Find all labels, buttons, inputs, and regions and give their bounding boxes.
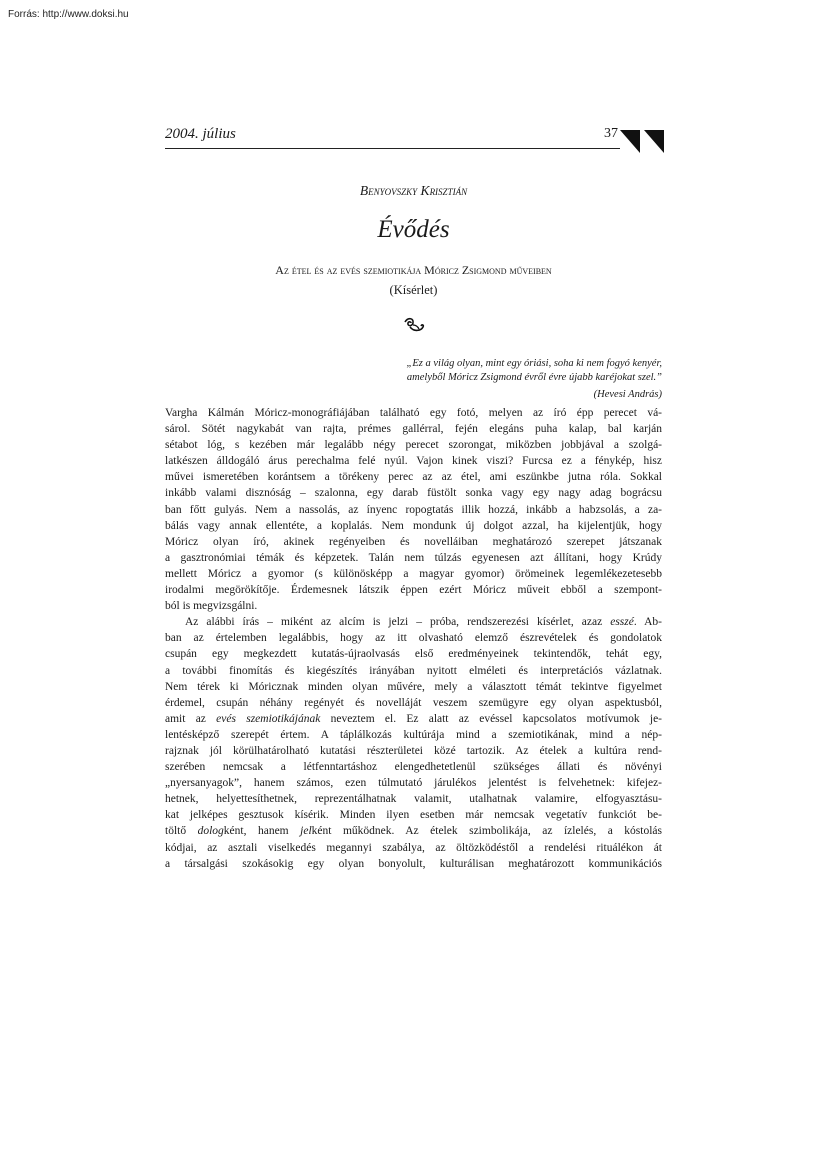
epigraph-line: „Ez a világ olyan, mint egy óriási, soha ki nem fogyó kenyér, (406, 358, 662, 369)
text-line: a további finomítás és kiegészítés irányában nyitott elméleti és interpretációs vázlatnak. (165, 664, 662, 677)
text-line: csupán egy megkezdett kutatás-újraolvasás első eredményeinek tekintendők, tehát egy, (165, 648, 662, 661)
text-line (165, 614, 662, 630)
source-watermark: Forrás: http://www.doksi.hu (8, 9, 129, 20)
text-line: latkészen álldogáló árus perechalma felé nyúl. Vajon kinek viszi? Furcsa ez a fénykép, hisz (165, 455, 662, 468)
text-line: Vargha Kálmán Móricz-monográfiájában található egy fotó, melyen az író épp perecet vá- (165, 407, 662, 419)
text-line (165, 823, 662, 839)
epigraph-line: amelyből Móricz Zsigmond évről évre újabb karéjokat szel.” (406, 371, 662, 383)
text-line: kódjai, az asztali viselkedés megannyi szabálya, az öltözködéstől a rendelési rituálékon át (165, 841, 662, 854)
text-run: töltő (165, 825, 198, 838)
text-line: Nem térek ki Móricznak minden olyan művére, mely a választott témát tekintve figyelmet (165, 680, 662, 693)
text-line: hetnek, helyettesíthetnek, reprezentálhatnak valamit, utalhatnak valamire, elfogyasztásu- (165, 793, 662, 806)
header-triangle-marks (620, 130, 664, 154)
text-line: ban az értelemben legalábbis, hogy az itt olvasható elemző észrevételek és gondolatok (165, 632, 662, 645)
text-line: Móricz olyan író, akinek regényeiben és novelláiban meghatározó szerepet játszanak (165, 535, 662, 548)
article-author (165, 183, 662, 199)
emphasis: esszé (610, 616, 634, 629)
text-run: Az alábbi írás – miként az alcím is jelzi – próba, rendszerezési kísérlet, azaz (185, 616, 611, 629)
epigraph (300, 357, 662, 402)
text-run: . Ab- (633, 616, 663, 629)
article-subtitle (165, 263, 662, 278)
emphasis: jel (300, 825, 312, 838)
text-run: neveztem el. Ez alatt az evéssel kapcsolatos motívumok je- (320, 712, 663, 725)
text-line: szerében nemcsak a létfenntartáshoz elengedhetetlenül szükséges állati és növényi (165, 761, 662, 774)
text-line: lentésképző szerepét értem. A táplálkozás kultúrája mind a szemiotikának, mind a nép- (165, 728, 662, 741)
text-line: ban főtt gulyás. Nem a nassolás, az ínyenc ropogtatás illik hozzá, inkább a habzsolás, a za- (165, 503, 662, 516)
article-subtitle-note: (Kísérlet) (389, 283, 438, 297)
header-date: 2004. július (165, 126, 236, 142)
fleuron-icon (402, 316, 426, 334)
subtitle-text: Az étel és az evés szemiotikája Móricz Zsigmond műveiben (275, 263, 552, 277)
text-line: bálás vagy annak ellentéte, a koplalás. Nem mondunk új dolgot azzal, ha kijelentjük, hogy (165, 519, 662, 532)
text-line: sárol. Sötét nagykabát van rajta, prémes gallérral, fején elegáns puha kalap, bal karján (165, 423, 662, 436)
text-line: érdemel, csupán néhány regényét és novelláját veszem szemügyre egy olyan aspektusból, (165, 696, 662, 709)
running-header (165, 126, 620, 149)
text-line: sétabot lóg, s kezében már legalább négy perecet szorongat, miközben jobbjával a szolgá- (165, 439, 662, 452)
article-title: Évődés (377, 216, 450, 243)
text-run: ként működnek. Az ételek szimbolikája, az ízlelés, a kóstolás (311, 825, 662, 838)
page-number: 37 (604, 126, 618, 141)
article-body (165, 405, 662, 872)
text-line: kat jelképes gesztusok kísérik. Minden ilyen esetben már nemcsak vegetatív funkciót be- (165, 809, 662, 822)
paragraph-2 (165, 614, 662, 872)
text-line (165, 711, 662, 727)
author-name: Benyovszky Krisztián (359, 183, 468, 198)
text-line: irodalmi megörökítője. Érdemesnek látszik éppen ezért Móricz műveit ebből a szempont- (165, 584, 662, 597)
epigraph-attribution: (Hevesi András) (593, 389, 662, 400)
text-run: ként, hanem (223, 825, 301, 838)
text-line: „nyersanyagok”, hanem számos, ezen túlmutató járulékos jelentést is felvehetnek: kifejez- (165, 777, 662, 790)
text-line: ból is megvizsgálni. (165, 600, 258, 613)
paragraph-1 (165, 405, 662, 614)
emphasis: dolog (197, 825, 224, 838)
text-line: mellett Móricz a gyomor (s különösképp a magyar gyomor) örömeinek legemlékezetesebb (165, 567, 662, 580)
emphasis: evés szemiotikájának (216, 712, 321, 725)
text-line: a társalgási szokásokig egy olyan bonyolult, kulturálisan meghatározott kommunikációs (165, 857, 662, 870)
text-line: rajznak jól körülhatárolható kutatási részterületei közé tartozik. Az ételek a kultúra rend- (165, 744, 662, 757)
text-run: amit az (165, 712, 217, 725)
text-line: művei ismeretében korántsem a törékeny perec az az étel, ami eszünkbe jutna róla. Sokkal (165, 471, 662, 484)
text-line: a gasztronómiai témák és képzetek. Talán nem túlzás egyenesen azt állítani, hogy Krúdy (165, 551, 662, 564)
text-line: inkább valami disznóság – szalonna, egy darab füstölt sonka vagy egy nagy adag bográcsu (165, 487, 662, 500)
